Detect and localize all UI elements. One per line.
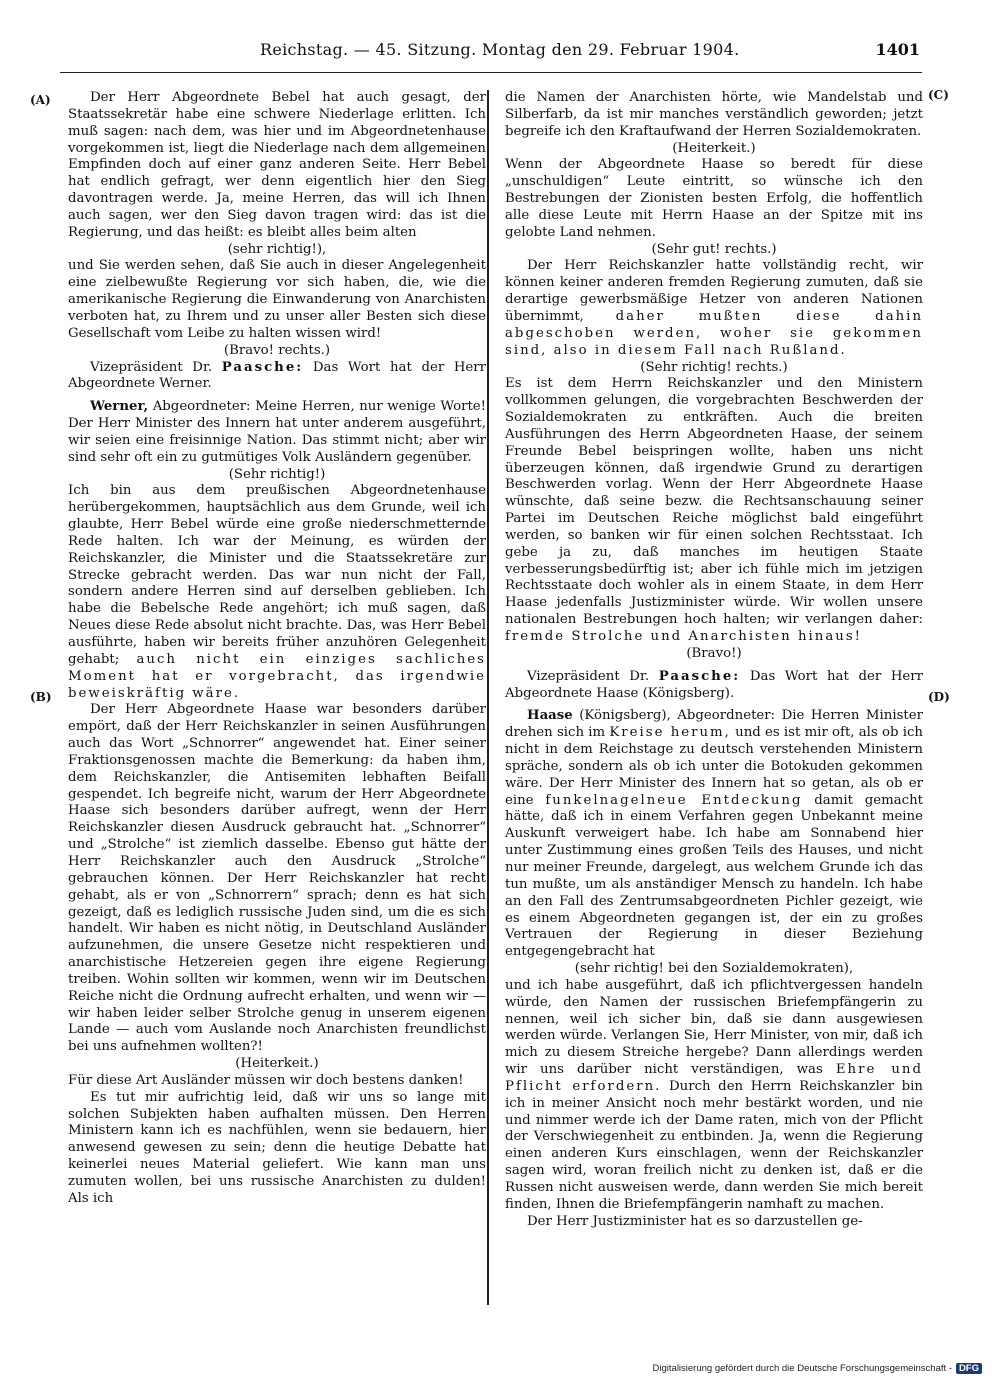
header-title: Reichstag. — 45. Sitzung. Montag den 29. Februar 1904. bbox=[260, 40, 740, 59]
speaker-paragraph: Haase (Königsberg), Abgeordneter: Die Herren Minister drehen sich im Kreise herum, und es ist mir oft, als ob ich nicht in dem Reichstage zu deutsch verstehenden Ministern spräche, sondern als ob ich unter die Botokuden gekommen wäre. Der Herr Minister des Innern hat so getan, als ob er eine funkelnagelneue Entdeckung damit gemacht hätte, daß ich in einem Verfahren gegen Unbekannt meine Auskunft verweigert habe. Ich habe am Sonnabend hier unter Zustimmung eines großen Teils des Hauses, und nicht nur meiner Freunde, dargelegt, aus welchem Grunde ich das tun mußte, um als anständiger Mensch zu handeln. Ich habe an den Fall des Zentrumsabgeordneten Pichler gezeigt, wie es einem Abgeordneten gegangen ist, der ein zu großes Vertrauen der Regierung in dieser Beziehung entgegengebracht hat bbox=[505, 708, 923, 960]
paragraph: Ich bin aus dem preußischen Abgeordnetenhause herübergekommen, hauptsächlich aus dem Grunde, weil ich glaubte, Herr Bebel würde eine große niederschmetternde Rede halten. Ich war der Meinung, es würden der Reichskanzler, die Minister und die Staatssekretäre zur Strecke gebracht werden. Das war nun nicht der Fall, sondern andere Herren sind auf derselben geblieben. Ich habe die Bebelsche Rede angehört; ich muß sagen, daß Neues diese Rede absolut nicht brachte. Das, was Herr Bebel ausführte, haben wir bereits früher anzuhören Gelegenheit gehabt; auch nicht ein einziges sachliches Moment hat er vorgebracht, das irgendwie beweiskräftig wäre. bbox=[68, 483, 486, 701]
paragraph: Der Herr Abgeordnete Haase war besonders darüber empört, daß der Herr Reichskanzler in seinen Ausführungen auch das Wort „Schnorrer“ angewendet hat. Einer seiner Fraktionsgenossen machte die Bemerkung: da haben ihm, dem Reichskanzler, die Antisemiten lebhaften Beifall gespendet. Ich begreife nicht, warum der Herr Abgeordnete Haase sich besonders darüber aufregt, wenn der Herr Reichskanzler diesen Ausdruck gebraucht hat. „Schnorrer“ und „Strolche“ ist ziemlich dasselbe. Ebenso gut hätte der Herr Reichskanzler auch den Ausdruck „Strolche“ gebrauchen können. Der Herr Reichskanzler hat recht gehabt, als er von „Schnorrern“ sprach; denn es hat sich gezeigt, daß es lediglich russische Juden sind, um die es sich handelt. Wir haben es nicht nötig, in Deutschland Ausländer aufzunehmen, die unsere Gesetze nicht respektieren und anarchistische Hetzereien gegen ihre eigene Regierung treiben. Wohin sollten wir kommen, wenn wir im Deutschen Reiche nicht die Ordnung aufrecht erhalten, und wenn wir — wir haben leider selber Strolche genug in unserem eigenen Lande — auch vom Auslande noch Anarchisten freundlichst bei uns aufnehmen wollten?! bbox=[68, 702, 486, 1055]
speaker-paragraph bbox=[505, 669, 923, 703]
emphasis: Kreise herum, bbox=[609, 725, 731, 741]
speaker-name: Werner, bbox=[90, 399, 149, 415]
paragraph: Der Herr Abgeordnete Bebel hat auch gesagt, der Staatssekretär habe eine schwere Niederlage erlitten. Ich muß sagen: nach dem, was hier und im Abgeordnetenhause vorgekommen ist, liegt die Niederlage nach dem allgemeinen Empfinden doch auf einer ganz anderen Seite. Herr Bebel hat endlich gefragt, wer denn eigentlich hier den Sieg davontragen werde. Ja, meine Herren, das will ich Ihnen auch sagen, wer den Sieg davon tragen wird: das ist die Regierung, und das heißt: es bleibt alles beim alten bbox=[68, 90, 486, 240]
footer-text: Digitalisierung gefördert durch die Deutsche Forschungsgemeinschaft - bbox=[652, 1363, 952, 1374]
speech-text: Das Wort hat der Herr Abgeordnete Haase (Königsberg). bbox=[505, 668, 924, 701]
speaker-title: Vizepräsident Dr. bbox=[527, 668, 650, 684]
interjection: (sehr richtig!), bbox=[227, 241, 327, 257]
interjection: (Heiterkeit.) bbox=[235, 1056, 319, 1072]
emphasis: fremde Strolche und Anarchisten hinaus! bbox=[505, 629, 862, 644]
paragraph: und Sie werden sehen, daß Sie auch in dieser Angelegenheit eine zielbewußte Regierung vor sich haben, die, wie die amerikanische Regierung die Einwanderung von Anarchisten verboten hat, zu Ihrem und zu unser aller Besten sich diese Gesellschaft vom Leibe zu halten wissen wird! bbox=[68, 258, 486, 341]
speaker-paragraph bbox=[68, 360, 486, 394]
right-column bbox=[505, 90, 923, 1231]
interjection: (Bravo! rechts.) bbox=[223, 342, 331, 358]
speaker-name: Paasche: bbox=[221, 359, 304, 375]
running-header bbox=[60, 40, 920, 70]
emphasis: funkelnagelneue Entdeckung bbox=[545, 792, 803, 808]
interjection: (Sehr richtig!) bbox=[228, 466, 326, 482]
paragraph: Für diese Art Ausländer müssen wir doch bestens danken! bbox=[68, 1072, 464, 1088]
paragraph: Wenn der Abgeordnete Haase so beredt für diese „unschuldigen“ Leute eintritt, so wünsche ich den Bestrebungen der Zionisten besten Erfolg, die hoffentlich alle diese Leute mit Herrn Haase an der Spitze mit ins gelobte Land nehmen. bbox=[505, 157, 923, 240]
page-number: 1401 bbox=[875, 40, 920, 59]
emphasis: auch nicht ein einziges sachliches Moment hat er vorgebracht, das irgendwie beweiskräftig wäre. bbox=[68, 651, 486, 701]
margin-marker-c: (C) bbox=[928, 88, 949, 102]
paragraph: Der Herr Reichskanzler hatte vollständig recht, wir können keiner anderen fremden Regierung zumuten, daß sie derartige gewerbsmäßige Hetzer von anderen Nationen übernimmt, daher mußten diese dahin abgeschoben werden, woher sie gekommen sind, also in diesem Fall nach Rußland. bbox=[505, 258, 924, 358]
paragraph: Es tut mir aufrichtig leid, daß wir uns so lange mit solchen Subjekten haben aufhalten müssen. Den Herren Ministern kann ich es nachfühlen, wenn sie bedauern, hier anwesend gewesen zu sein; denn die heutige Debatte hat keinerlei neues Material geliefert. Wie kann man uns zumuten wollen, bei uns russische Anarchisten zu dulden! Als ich bbox=[68, 1089, 486, 1206]
margin-marker-d: (D) bbox=[928, 690, 950, 704]
digitization-footer bbox=[653, 1363, 982, 1374]
interjection: (Bravo!) bbox=[686, 645, 742, 661]
speaker-name: Paasche: bbox=[658, 668, 741, 684]
interjection: (sehr richtig! bei den Sozialdemokraten), bbox=[574, 961, 854, 977]
left-column bbox=[68, 90, 486, 1208]
speech-text: Abgeordneter: Meine Herren, nur wenige Worte! Der Herr Minister des Innern hat unter anderem ausgeführt, wir seien eine freisinnige Nation. Das stimmt nicht; aber wir sind sehr oft ein zu gutmütiges Volk Ausländern gegenüber. bbox=[68, 399, 486, 465]
speaker-title: Vizepräsident Dr. bbox=[90, 359, 213, 375]
speaker-paragraph bbox=[68, 399, 486, 466]
emphasis: Ehre und Pflicht erfordern. bbox=[505, 1062, 923, 1094]
paragraph: die Namen der Anarchisten hörte, wie Mandelstab und Silberfarb, da ist mir manches verständlich geworden; jetzt begreife ich den Kraftaufwand der Herren Sozialdemokraten. bbox=[505, 90, 923, 139]
paragraph: Es ist dem Herrn Reichskanzler und den Ministern vollkommen gelungen, die vorgebrachten Beschwerden der Sozialdemokraten zu entkräften. Auch die breiten Ausführungen des Herrn Abgeordneten Haase, der seinem Freunde Bebel beispringen wollte, haben uns nicht überzeugen können, daß irgendwie Grund zu derartigen Beschwerden vorlag. Wenn der Herr Abgeordnete Haase wünschte, daß seine bezw. die Rechtsanschauung seiner Partei im Deutschen Reiche möglichst bald eingeführt werden, so banken wir für einen solchen Rechtsstaat. Ich gebe ja zu, daß manches im heutigen Staate verbesserungsbedürftig ist; aber ich fühle mich im jetzigen Rechtsstaate doch wohler als in einem Staate, in dem Herr Haase jedenfalls Justizminister würde. Wir wollen unsere nationalen Bestrebungen hoch halten; wir verlangen daher: fremde Strolche und Anarchisten hinaus! bbox=[505, 376, 923, 644]
paragraph: Der Herr Justizminister hat es so darzustellen ge- bbox=[527, 1213, 863, 1229]
speaker-name: Haase bbox=[527, 708, 573, 724]
column-divider bbox=[487, 90, 489, 1305]
emphasis: daher mußten diese dahin abgeschoben werden, woher sie gekommen sind, also in diesem Fall nach Rußland. bbox=[505, 308, 924, 358]
dfg-logo: DFG bbox=[956, 1363, 982, 1374]
speech-text: Das Wort hat der Herr Abgeordnete Werner. bbox=[68, 359, 487, 392]
margin-marker-b: (B) bbox=[30, 690, 52, 704]
interjection: (Sehr gut! rechts.) bbox=[651, 241, 777, 257]
margin-marker-a: (A) bbox=[30, 93, 51, 107]
interjection: (Heiterkeit.) bbox=[672, 140, 756, 156]
interjection: (Sehr richtig! rechts.) bbox=[640, 359, 788, 375]
paragraph: und ich habe ausgeführt, daß ich pflichtvergessen handeln würde, den Namen der russischen Briefempfängerin zu nennen, weil ich sicher bin, daß sie dann ausgewiesen werden würde. Verlangen Sie, Herr Minister, von mir, daß ich mich zu diesem Streiche hergebe? Dann allerdings werden wir uns darüber nicht verständigen, was Ehre und Pflicht erfordern. Durch den Herrn Reichskanzler bin ich in meiner Ansicht noch mehr bestärkt worden, und nie und nimmer werde ich der Dame raten, mich von der Pflicht der Verschwiegenheit zu entbinden. Ja, wenn die Regierung einen anderen Kurs einschlagen, wenn der Reichskanzler sagen wird, woran freilich nicht zu denken ist, daß er die Russen nicht ausweisen werde, dann werden Sie mich bereit finden, Ihnen die Briefempfängerin namhaft zu machen. bbox=[505, 977, 923, 1212]
header-rule bbox=[60, 72, 922, 73]
